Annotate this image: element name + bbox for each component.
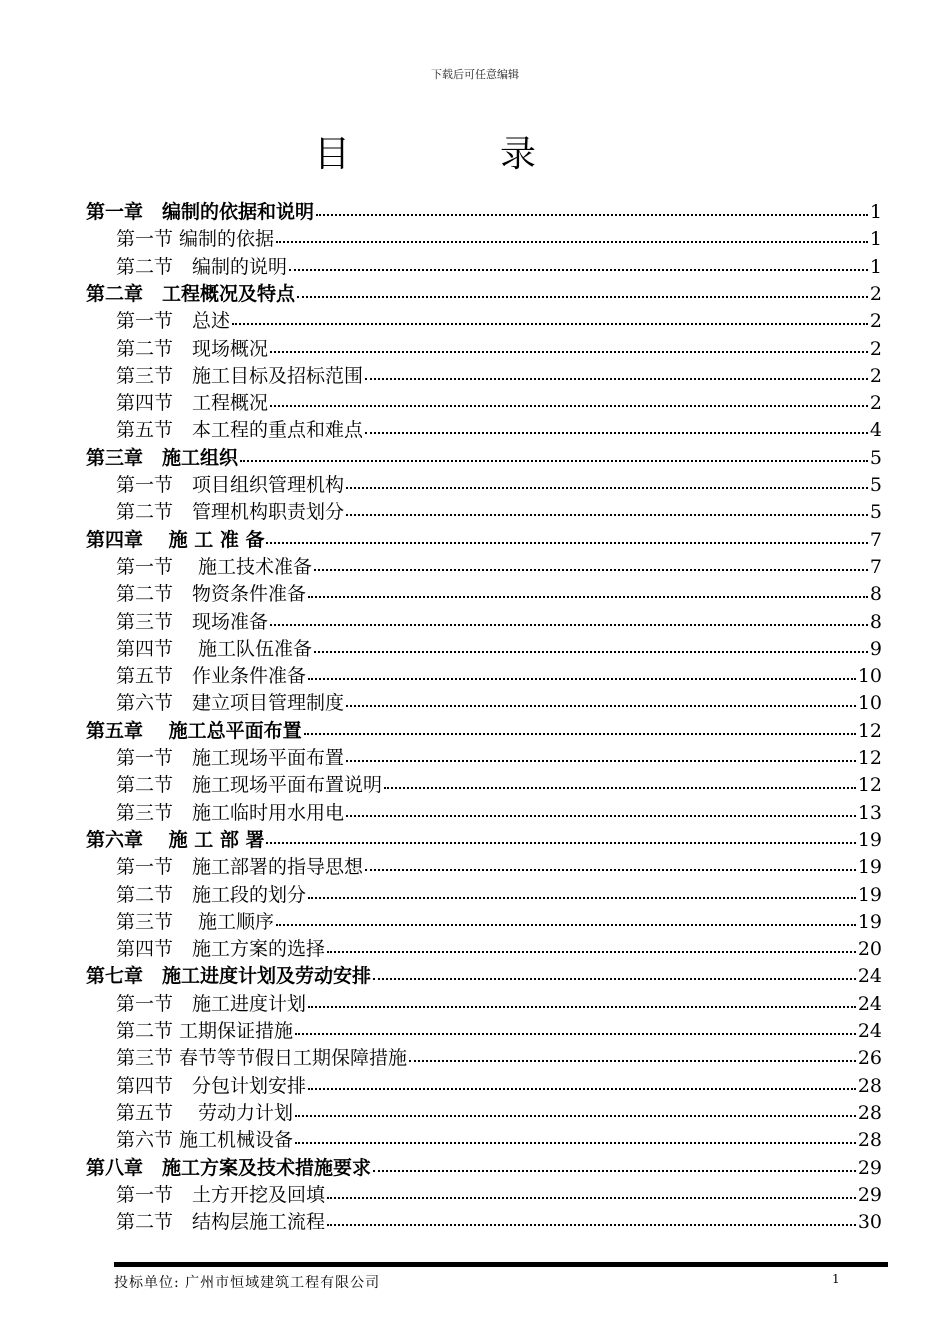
toc-leader-dots bbox=[270, 624, 868, 626]
toc-leader-dots bbox=[308, 1088, 856, 1090]
toc-section-row bbox=[116, 335, 882, 361]
toc-leader-dots bbox=[373, 1170, 856, 1172]
toc-section-row bbox=[116, 1181, 882, 1207]
toc-leader-dots bbox=[346, 487, 868, 489]
toc-leader-dots bbox=[308, 1006, 856, 1008]
toc-entry-page: 9 bbox=[869, 638, 882, 660]
toc-section-row bbox=[116, 635, 882, 661]
toc-entry-page: 10 bbox=[857, 692, 882, 714]
toc-leader-dots bbox=[295, 1033, 856, 1035]
toc-section-row bbox=[116, 853, 882, 879]
toc-leader-dots bbox=[240, 460, 868, 462]
toc-entry-page: 8 bbox=[869, 611, 882, 633]
toc-entry-page: 12 bbox=[857, 720, 882, 742]
footer-divider bbox=[114, 1262, 888, 1267]
toc-entry-page: 24 bbox=[857, 965, 882, 987]
toc-entry-label: 第二节 编制的说明 bbox=[116, 256, 288, 278]
toc-section-row bbox=[116, 580, 882, 606]
toc-entry-label: 第五节 本工程的重点和难点 bbox=[116, 419, 364, 441]
toc-section-row bbox=[116, 1072, 882, 1098]
toc-entry-label: 第一节 编制的依据 bbox=[116, 228, 275, 250]
toc-entry-label: 第四节 施工队伍准备 bbox=[116, 638, 313, 660]
toc-entry-label: 第六节 施工机械设备 bbox=[116, 1129, 294, 1151]
toc-entry-label: 第二节 现场概况 bbox=[116, 338, 269, 360]
toc-section-row bbox=[116, 1126, 882, 1152]
toc-chapter-row bbox=[86, 280, 882, 306]
toc-leader-dots bbox=[304, 733, 856, 735]
toc-leader-dots bbox=[295, 1115, 856, 1117]
toc-section-row bbox=[116, 498, 882, 524]
toc-section-row bbox=[116, 307, 882, 333]
toc-entry-page: 20 bbox=[857, 938, 882, 960]
toc-entry-label: 第一节 施工现场平面布置 bbox=[116, 747, 345, 769]
toc-entry-page: 13 bbox=[857, 802, 882, 824]
toc-section-row bbox=[116, 881, 882, 907]
toc-entry-page: 12 bbox=[857, 774, 882, 796]
header-note: 下载后可任意编辑 bbox=[431, 68, 519, 81]
toc-leader-dots bbox=[232, 323, 868, 325]
toc-leader-dots bbox=[346, 514, 868, 516]
toc-entry-page: 10 bbox=[857, 665, 882, 687]
toc-entry-label: 第二节 施工现场平面布置说明 bbox=[116, 774, 383, 796]
toc-leader-dots bbox=[327, 1224, 856, 1226]
toc-leader-dots bbox=[308, 678, 856, 680]
toc-leader-dots bbox=[295, 1142, 856, 1144]
toc-entry-label: 第五节 劳动力计划 bbox=[116, 1102, 294, 1124]
toc-leader-dots bbox=[365, 378, 868, 380]
toc-entry-page: 4 bbox=[869, 419, 882, 441]
toc-section-row bbox=[116, 416, 882, 442]
toc-entry-label: 第三节 施工顺序 bbox=[116, 911, 275, 933]
toc-entry-page: 5 bbox=[869, 501, 882, 523]
toc-entry-label: 第五章 施工总平面布置 bbox=[86, 720, 302, 742]
toc-section-row bbox=[116, 744, 882, 770]
toc-entry-page: 5 bbox=[869, 474, 882, 496]
toc-leader-dots bbox=[316, 214, 868, 216]
toc-entry-label: 第二节 管理机构职责划分 bbox=[116, 501, 345, 523]
toc-entry-label: 第六章 施 工 部 署 bbox=[86, 829, 265, 851]
toc-entry-page: 24 bbox=[857, 1020, 882, 1042]
toc-entry-page: 2 bbox=[869, 365, 882, 387]
toc-leader-dots bbox=[308, 897, 856, 899]
toc-entry-label: 第三节 施工目标及招标范围 bbox=[116, 365, 364, 387]
toc-entry-label: 第七章 施工进度计划及劳动安排 bbox=[86, 965, 372, 987]
toc-entry-page: 28 bbox=[857, 1129, 882, 1151]
toc-entry-label: 第二节 施工段的划分 bbox=[116, 884, 307, 906]
toc-entry-page: 19 bbox=[857, 829, 882, 851]
toc-entry-page: 2 bbox=[869, 392, 882, 414]
toc-entry-page: 19 bbox=[857, 856, 882, 878]
toc-leader-dots bbox=[327, 951, 856, 953]
toc-entry-label: 第三章 施工组织 bbox=[86, 447, 239, 469]
toc-entry-label: 第二节 工期保证措施 bbox=[116, 1020, 294, 1042]
toc-section-row bbox=[116, 225, 882, 251]
toc-leader-dots bbox=[289, 269, 868, 271]
toc-leader-dots bbox=[314, 651, 868, 653]
toc-entry-page: 19 bbox=[857, 911, 882, 933]
toc-chapter-row bbox=[86, 826, 882, 852]
toc-leader-dots bbox=[276, 924, 856, 926]
toc-entry-page: 29 bbox=[857, 1184, 882, 1206]
toc-entry-page: 1 bbox=[869, 228, 882, 250]
toc-entry-label: 第八章 施工方案及技术措施要求 bbox=[86, 1157, 372, 1179]
toc-chapter-row bbox=[86, 717, 882, 743]
toc-leader-dots bbox=[365, 432, 868, 434]
toc-entry-page: 1 bbox=[869, 201, 882, 223]
toc-entry-label: 第二节 物资条件准备 bbox=[116, 583, 307, 605]
toc-entry-page: 1 bbox=[869, 256, 882, 278]
toc-section-row bbox=[116, 553, 882, 579]
toc-leader-dots bbox=[346, 760, 856, 762]
toc-entry-label: 第五节 作业条件准备 bbox=[116, 665, 307, 687]
toc-leader-dots bbox=[266, 842, 855, 844]
footer-page-number: 1 bbox=[832, 1272, 840, 1286]
toc-entry-label: 第一节 项目组织管理机构 bbox=[116, 474, 345, 496]
toc-entry-label: 第一节 施工技术准备 bbox=[116, 556, 313, 578]
toc-entry-page: 7 bbox=[869, 556, 882, 578]
toc-leader-dots bbox=[314, 569, 868, 571]
toc-entry-label: 第三节 现场准备 bbox=[116, 611, 269, 633]
toc-leader-dots bbox=[327, 1197, 856, 1199]
toc-entry-page: 29 bbox=[857, 1157, 882, 1179]
toc-entry-page: 28 bbox=[857, 1075, 882, 1097]
toc-entry-page: 12 bbox=[857, 747, 882, 769]
page-title: 目录 bbox=[313, 134, 686, 175]
toc-section-row bbox=[116, 1017, 882, 1043]
toc-section-row bbox=[116, 990, 882, 1016]
toc-entry-page: 28 bbox=[857, 1102, 882, 1124]
footer-company: 投标单位: 广州市恒域建筑工程有限公司 bbox=[114, 1275, 381, 1291]
toc-section-row bbox=[116, 362, 882, 388]
toc-chapter-row bbox=[86, 444, 882, 470]
toc-entry-label: 第一节 施工部署的指导思想 bbox=[116, 856, 364, 878]
toc-leader-dots bbox=[270, 405, 868, 407]
toc-leader-dots bbox=[365, 869, 856, 871]
toc-leader-dots bbox=[384, 787, 856, 789]
toc-entry-label: 第一节 施工进度计划 bbox=[116, 993, 307, 1015]
toc-leader-dots bbox=[270, 351, 868, 353]
toc-entry-label: 第二节 结构层施工流程 bbox=[116, 1211, 326, 1233]
toc-section-row bbox=[116, 799, 882, 825]
toc-section-row bbox=[116, 1099, 882, 1125]
toc-entry-label: 第一节 总述 bbox=[116, 310, 231, 332]
toc-entry-page: 8 bbox=[869, 583, 882, 605]
toc-leader-dots bbox=[346, 705, 856, 707]
toc-entry-label: 第一章 编制的依据和说明 bbox=[86, 201, 315, 223]
toc-entry-label: 第一节 土方开挖及回填 bbox=[116, 1184, 326, 1206]
toc-entry-label: 第四节 施工方案的选择 bbox=[116, 938, 326, 960]
toc-leader-dots bbox=[266, 542, 867, 544]
toc-entry-label: 第六节 建立项目管理制度 bbox=[116, 692, 345, 714]
toc-entry-label: 第四节 分包计划安排 bbox=[116, 1075, 307, 1097]
toc-entry-label: 第四节 工程概况 bbox=[116, 392, 269, 414]
toc-entry-page: 30 bbox=[857, 1211, 882, 1233]
toc-section-row bbox=[116, 935, 882, 961]
toc-leader-dots bbox=[297, 296, 868, 298]
toc-section-row bbox=[116, 471, 882, 497]
toc-entry-label: 第四章 施 工 准 备 bbox=[86, 529, 265, 551]
toc-section-row bbox=[116, 1208, 882, 1234]
toc-chapter-row bbox=[86, 1154, 882, 1180]
toc-entry-page: 19 bbox=[857, 884, 882, 906]
toc-section-row bbox=[116, 908, 882, 934]
toc-entry-page: 2 bbox=[869, 283, 882, 305]
toc-entry-label: 第三节 春节等节假日工期保障措施 bbox=[116, 1047, 408, 1069]
toc-leader-dots bbox=[276, 241, 868, 243]
toc-leader-dots bbox=[346, 815, 856, 817]
toc-leader-dots bbox=[308, 596, 868, 598]
toc-section-row bbox=[116, 1044, 882, 1070]
toc-chapter-row bbox=[86, 526, 882, 552]
toc-entry-label: 第二章 工程概况及特点 bbox=[86, 283, 296, 305]
toc-section-row bbox=[116, 662, 882, 688]
toc-entry-page: 2 bbox=[869, 310, 882, 332]
toc-section-row bbox=[116, 389, 882, 415]
toc-section-row bbox=[116, 253, 882, 279]
toc-entry-page: 2 bbox=[869, 338, 882, 360]
toc-leader-dots bbox=[409, 1060, 856, 1062]
toc-section-row bbox=[116, 689, 882, 715]
toc-section-row bbox=[116, 771, 882, 797]
toc-chapter-row bbox=[86, 962, 882, 988]
toc-entry-page: 5 bbox=[869, 447, 882, 469]
toc-entry-page: 26 bbox=[857, 1047, 882, 1069]
toc-section-row bbox=[116, 608, 882, 634]
toc-entry-page: 7 bbox=[869, 529, 882, 551]
toc-entry-label: 第三节 施工临时用水用电 bbox=[116, 802, 345, 824]
toc-chapter-row bbox=[86, 198, 882, 224]
toc-entry-page: 24 bbox=[857, 993, 882, 1015]
toc-leader-dots bbox=[373, 978, 856, 980]
